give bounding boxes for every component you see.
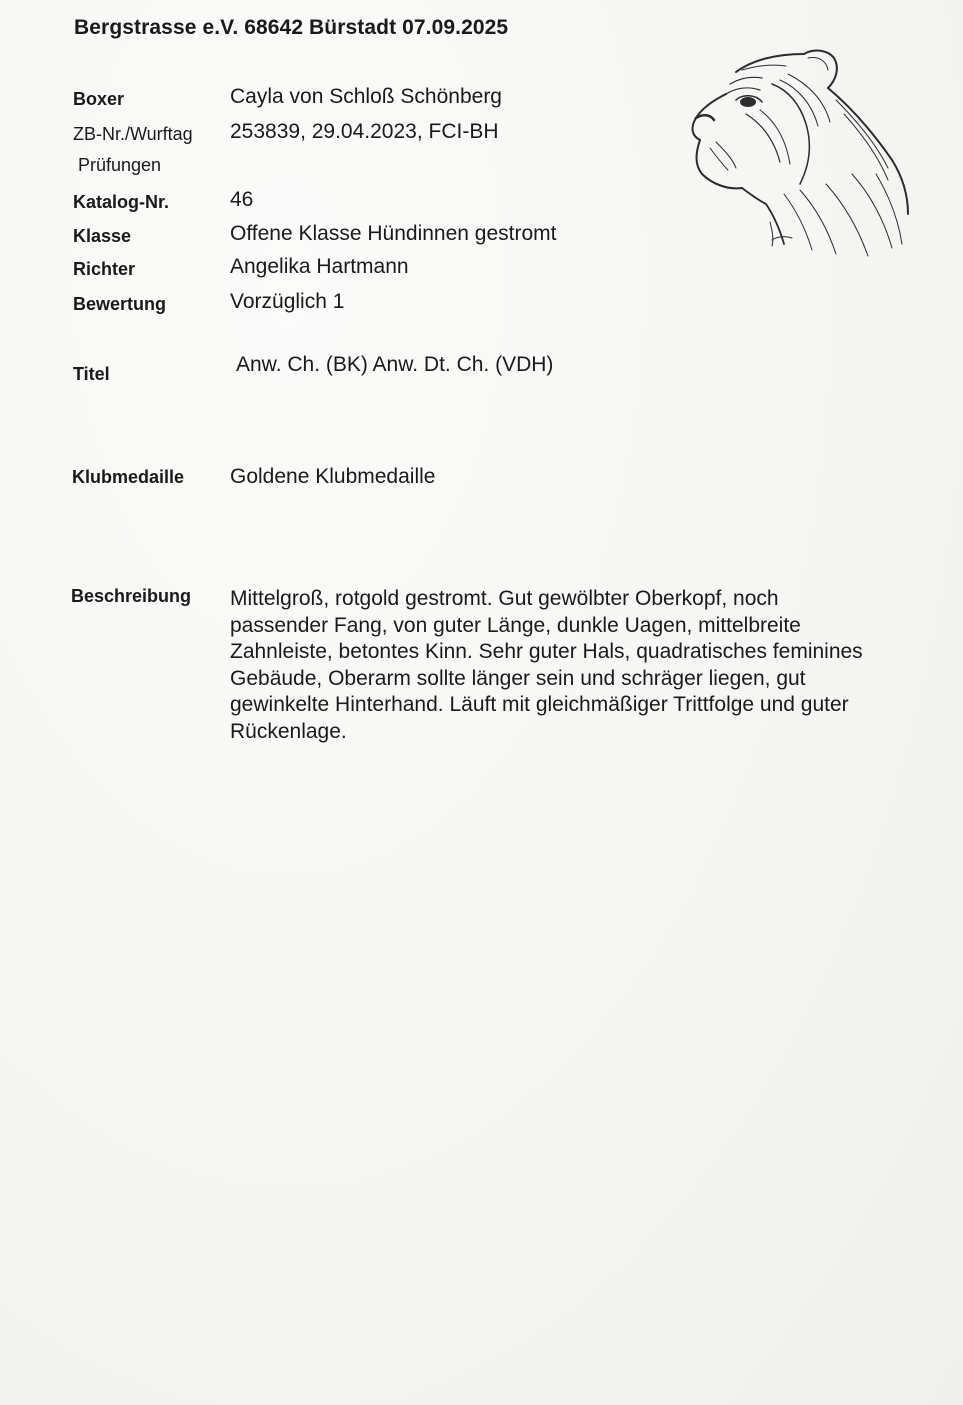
boxer-label: Boxer: [73, 89, 125, 109]
zb-value: 253839, 29.04.2023, FCI-BH: [230, 120, 499, 143]
pruefungen-label: Prüfungen: [78, 155, 162, 175]
klasse-label: Klasse: [73, 226, 132, 246]
klubmedaille-label: Klubmedaille: [72, 467, 185, 487]
beschreibung-label: Beschreibung: [71, 586, 192, 606]
beschreibung-text: Mittelgroß, rotgold gestromt. Gut gewölbter Oberkopf, noch passender Fang, von guter Länge, dunkle Uagen, mittelbreite Zahnleiste, betontes Kinn. Sehr guter Hals, quadratisches feminines Gebäude, Oberarm sollte länger sein und schräger liegen, gut gewinkelte Hinterhand. Läuft mit gleichmäßiger Trittfolge und guter Rückenlage.: [230, 587, 863, 743]
titel-label: Titel: [73, 364, 110, 384]
richter-label: Richter: [73, 259, 136, 279]
richter-value: Angelika Hartmann: [230, 255, 409, 278]
zb-label: ZB-Nr./Wurftag: [73, 124, 193, 144]
document-title: Bergstrasse e.V. 68642 Bürstadt 07.09.2025: [74, 16, 509, 39]
klasse-value: Offene Klasse Hündinnen gestromt: [230, 222, 557, 245]
klubmedaille-value: Goldene Klubmedaille: [230, 465, 436, 488]
boxer-dog-head-icon: [676, 44, 916, 266]
katalog-label: Katalog-Nr.: [73, 192, 170, 212]
titel-value: Anw. Ch. (BK) Anw. Dt. Ch. (VDH): [236, 353, 554, 376]
bewertung-value: Vorzüglich 1: [230, 290, 345, 313]
bewertung-label: Bewertung: [73, 294, 167, 314]
boxer-value: Cayla von Schloß Schönberg: [230, 85, 502, 108]
katalog-value: 46: [230, 188, 254, 211]
